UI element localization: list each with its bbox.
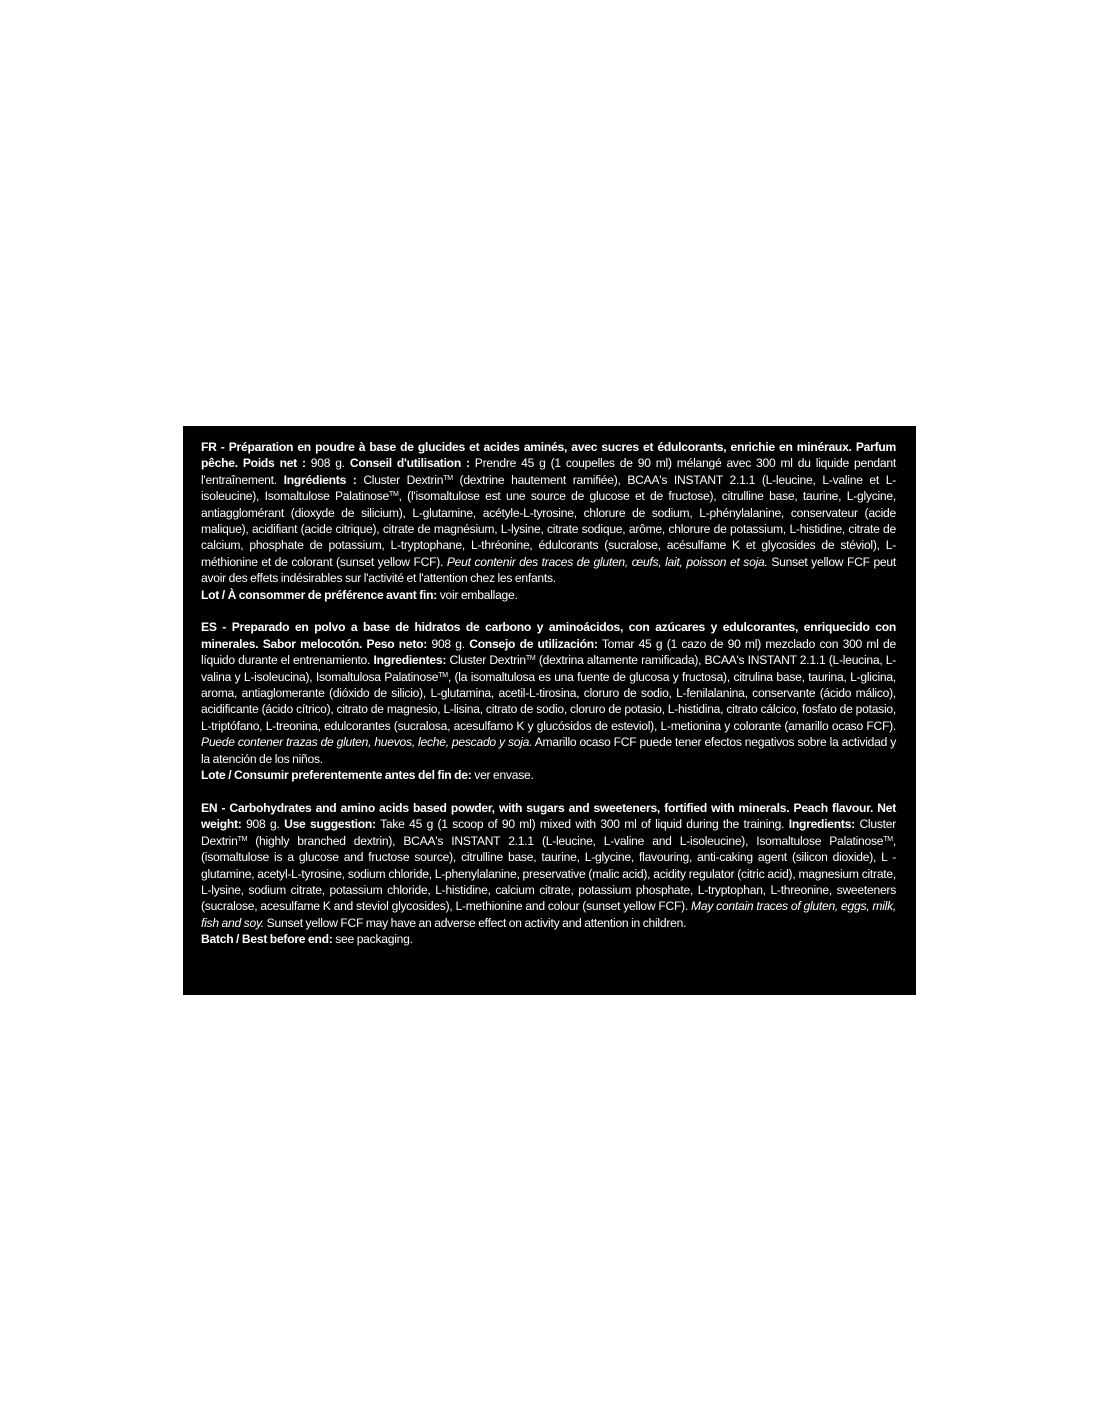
spanish-ingredients-part-2: (dextrina altamente ramificada), BCAA's INSTANT 2.1.1 (L-leucina, L-valina y L-isoleucina), Isomaltulosa Palatinose [201,653,897,684]
french-net-weight-value: 908 g. [310,456,345,471]
french-ingredients-part-3: , (l'isomaltulose est une source de glucose et de fructose), citrulline base, taurine, L-glycine, antiagglomérant (dioxyde de silicium), L-glutamine, acétyle-L-tyrosine, chlorure de sodium, L-phénylalanine, conservateur (acide malique), acidifiant (acide citrique), citrate de magnésium, L-lysine, citrate sodique, arôme, chlorure de potassium, L-histidine, citrate de calcium, phosphate de potassium, L-tryptophane, L-thréonine, édulcorants (sucralose, acésulfame K et glycosides de stéviol), L-méthionine et de colorant (sunset yellow FCF). [201,489,896,569]
english-lot-value: see packaging. [335,932,413,947]
english-lot-label: Batch / Best before end: [201,932,333,947]
spanish-section [201,619,896,783]
spanish-usage-text: Tomar 45 g (1 cazo de 90 ml) mezclado con 300 ml de líquido durante el entrenamiento. [201,636,896,668]
english-ingredients-part-3: , (isomaltulose is a glucose and fructose source), citrulline base, taurine, L-glycine, flavouring, anti-caking agent (silicon dioxide), L -glutamine, acetyl-L-tyrosine, sodium chloride, L-phenylalanine, preservative (malic acid), acidity regulator (citric acid), magnesium citrate, L-lysine, sodium citrate, potassium chloride, L-histidine, calcium citrate, potassium phosphate, L-tryptophan, L-threonine, sweeteners (sucralose, acesulfame K and steviol glycosides), L-methionine and colour (sunset yellow FCF). [201,833,896,914]
french-ingredients-label: Ingrédients : [283,472,357,487]
english-net-weight-value: 908 g. [246,817,280,832]
english-section [201,800,896,948]
spanish-flavour: Sabor melocotón. [262,636,363,651]
english-usage-label: Use suggestion: [284,817,376,832]
french-section [201,439,896,603]
spanish-warning: Amarillo ocaso FCF puede tener efectos negativos sobre la actividad y la atención de los niños. [201,735,896,766]
spanish-usage-label: Consejo de utilización: [469,636,598,651]
english-flavour: Peach flavour. [793,800,874,815]
french-lot-line [201,587,896,603]
spanish-lot-value: ver envase. [474,768,534,783]
trademark-mark: TM [525,655,536,663]
spanish-allergens: Puede contener trazas de gluten, huevos, leche, pescado y soja. [201,735,533,750]
trademark-mark: TM [443,474,453,482]
spanish-lot-label: Lote / Consumir preferentemente antes del fin de: [201,768,472,783]
french-usage-text: Prendre 45 g (1 coupelles de 90 ml) mélangé avec 300 ml du liquide pendant l'entraînement. [201,456,896,487]
english-heading: EN - Carbohydrates and amino acids based powder, with sugars and sweeteners, fortified with minerals. [201,800,790,815]
trademark-mark: TM [883,835,893,843]
french-ingredients-part-2: (dextrine hautement ramifiée), BCAA's INSTANT 2.1.1 (L-leucine, L-valine et L-isoleucine), Isomaltulose Palatinose [201,472,897,504]
spanish-ingredients-label: Ingredientes: [373,653,447,668]
french-lot-value: voir emballage. [439,587,518,602]
french-ingredients-part-1: Cluster Dextrin [363,472,444,487]
english-ingredients-part-1: Cluster Dextrin [201,817,897,848]
product-label-panel [183,426,916,995]
french-heading: FR - Préparation en poudre à base de glucides et acides aminés, avec sucres et édulcorants, enrichie en minéraux. [201,440,852,454]
french-allergens: Peut contenir des traces de gluten, œufs, lait, poisson et soja. [446,554,768,569]
spanish-ingredients-part-3: , (la isomaltulosa es una fuente de glucosa y fructosa), citrulina base, taurina, L-glicina, aroma, antiaglomerante (dióxido de silicio), L-glutamina, acetil-L-tirosina, cloruro de sodio, L-fenilalanina, conservante (ácido málico), acidificante (ácido cítrico), citrato de magnesio, L-lisina, citrato de sodio, cloruro de potasio, L-histidina, citrato cálcico, fosfato de potasio, L-triptófano, L-treonina, edulcorantes (sucralosa, acesulfamo K y glucósidos de esteviol), L-metionina y colorante (amarillo ocaso FCF). [201,669,896,733]
english-ingredients-part-2: (highly branched dextrin), BCAA's INSTANT 2.1.1 (L-leucine, L-valine and L-isoleucine), Isomaltulose Palatinose [255,833,884,848]
spanish-net-weight-value: 908 g. [431,636,465,651]
english-allergens: May contain traces of gluten, eggs, milk, fish and soy. [201,899,897,930]
french-warning: Sunset yellow FCF peut avoir des effets indésirables sur l'activité et l'attention chez les enfants. [201,554,896,586]
spanish-net-weight-label: Peso neto: [366,636,428,651]
french-net-weight-label: Poids net : [242,456,306,471]
english-lot-line [201,931,896,947]
english-net-weight-label: Net weight: [201,800,896,832]
trademark-mark: TM [237,835,248,843]
spanish-heading: ES - Preparado en polvo a base de hidratos de carbono y aminoácidos, con azúcares y edulcorantes, enriquecido con minerales. [201,620,896,651]
spanish-ingredients-part-1: Cluster Dextrin [449,653,526,668]
trademark-mark: TM [388,491,399,499]
french-lot-label: Lot / À consommer de préférence avant fin: [201,587,438,602]
french-flavour: Parfum pêche. [201,440,897,471]
trademark-mark: TM [438,671,448,679]
spanish-lot-line [201,767,896,783]
english-warning: Sunset yellow FCF may have an adverse effect on activity and attention in children. [266,915,687,930]
english-ingredients-label: Ingredients: [788,817,855,832]
french-usage-label: Conseil d'utilisation : [349,456,470,471]
english-usage-text: Take 45 g (1 scoop of 90 ml) mixed with 300 ml of liquid during the training. [380,817,785,832]
